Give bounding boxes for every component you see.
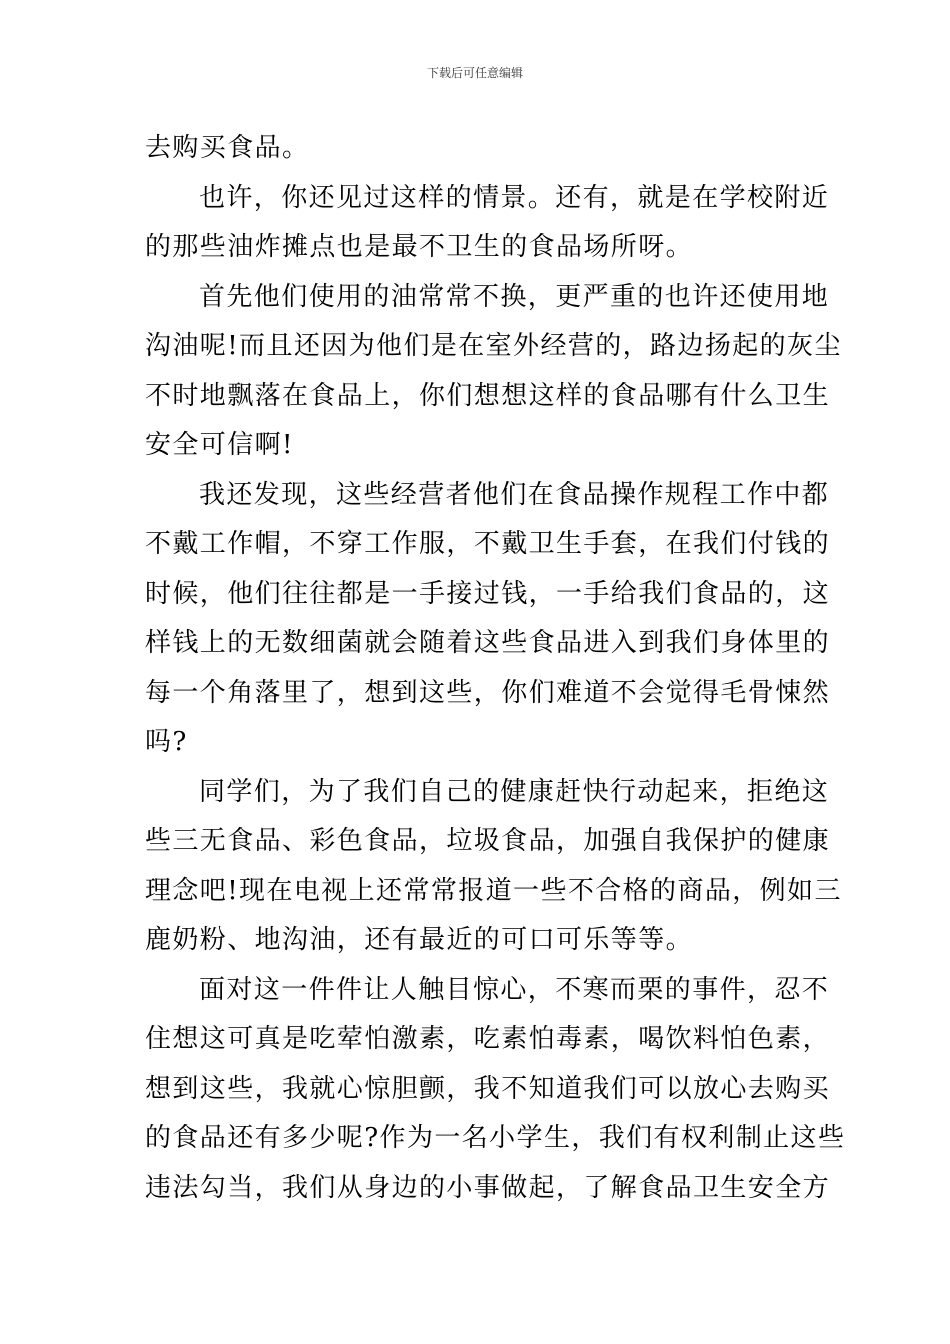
- text-line: 同学们，为了我们自己的健康赶快行动起来，拒绝这: [199, 776, 830, 807]
- document-body: [145, 124, 846, 1213]
- text-line: 沟油呢!而且还因为他们是在室外经营的，路边扬起的灰尘: [145, 331, 842, 361]
- text-line: 的食品还有多少呢?作为一名小学生，我们有权利制止这些: [145, 1123, 846, 1153]
- text-line: 面对这一件件让人触目惊心，不寒而栗的事件，忍不: [199, 974, 830, 1005]
- text-line: 安全可信啊!: [145, 430, 294, 460]
- text-line: 不时地飘落在食品上，你们想想这样的食品哪有什么卫生: [145, 380, 831, 411]
- text-line: 不戴工作帽，不穿工作服，不戴卫生手套，在我们付钱的: [145, 529, 831, 559]
- text-line: 也许，你还见过这样的情景。还有，就是在学校附近: [199, 182, 830, 213]
- text-line: 想到这些，我就心惊胆颤，我不知道我们可以放心去购买: [145, 1073, 831, 1104]
- text-line: 理念吧!现在电视上还常常报道一些不合格的商品，例如三: [145, 875, 842, 906]
- text-line: 住想这可真是吃荤怕激素，吃素怕毒素，喝饮料怕色素，: [145, 1024, 831, 1054]
- text-line: 的那些油炸摊点也是最不卫生的食品场所呀。: [145, 232, 694, 262]
- text-line: 些三无食品、彩色食品，垃圾食品，加强自我保护的健康: [145, 826, 831, 856]
- text-line: 我还发现，这些经营者他们在食品操作规程工作中都: [199, 479, 830, 510]
- text-line: 首先他们使用的油常常不换，更严重的也许还使用地: [199, 281, 830, 312]
- text-line: 鹿奶粉、地沟油，还有最近的可口可乐等等。: [145, 925, 694, 955]
- text-line: 去购买食品。: [145, 133, 310, 163]
- text-line: 吗?: [145, 727, 188, 757]
- page-header: 下载后可任意编辑: [426, 66, 523, 80]
- text-line: 时候，他们往往都是一手接过钱，一手给我们食品的，这: [145, 578, 831, 609]
- text-line: 违法勾当，我们从身边的小事做起，了解食品卫生安全方: [145, 1172, 831, 1203]
- text-line: 每一个角落里了，想到这些，你们难道不会觉得毛骨悚然: [145, 677, 831, 708]
- text-line: 样钱上的无数细菌就会随着这些食品进入到我们身体里的: [145, 628, 831, 658]
